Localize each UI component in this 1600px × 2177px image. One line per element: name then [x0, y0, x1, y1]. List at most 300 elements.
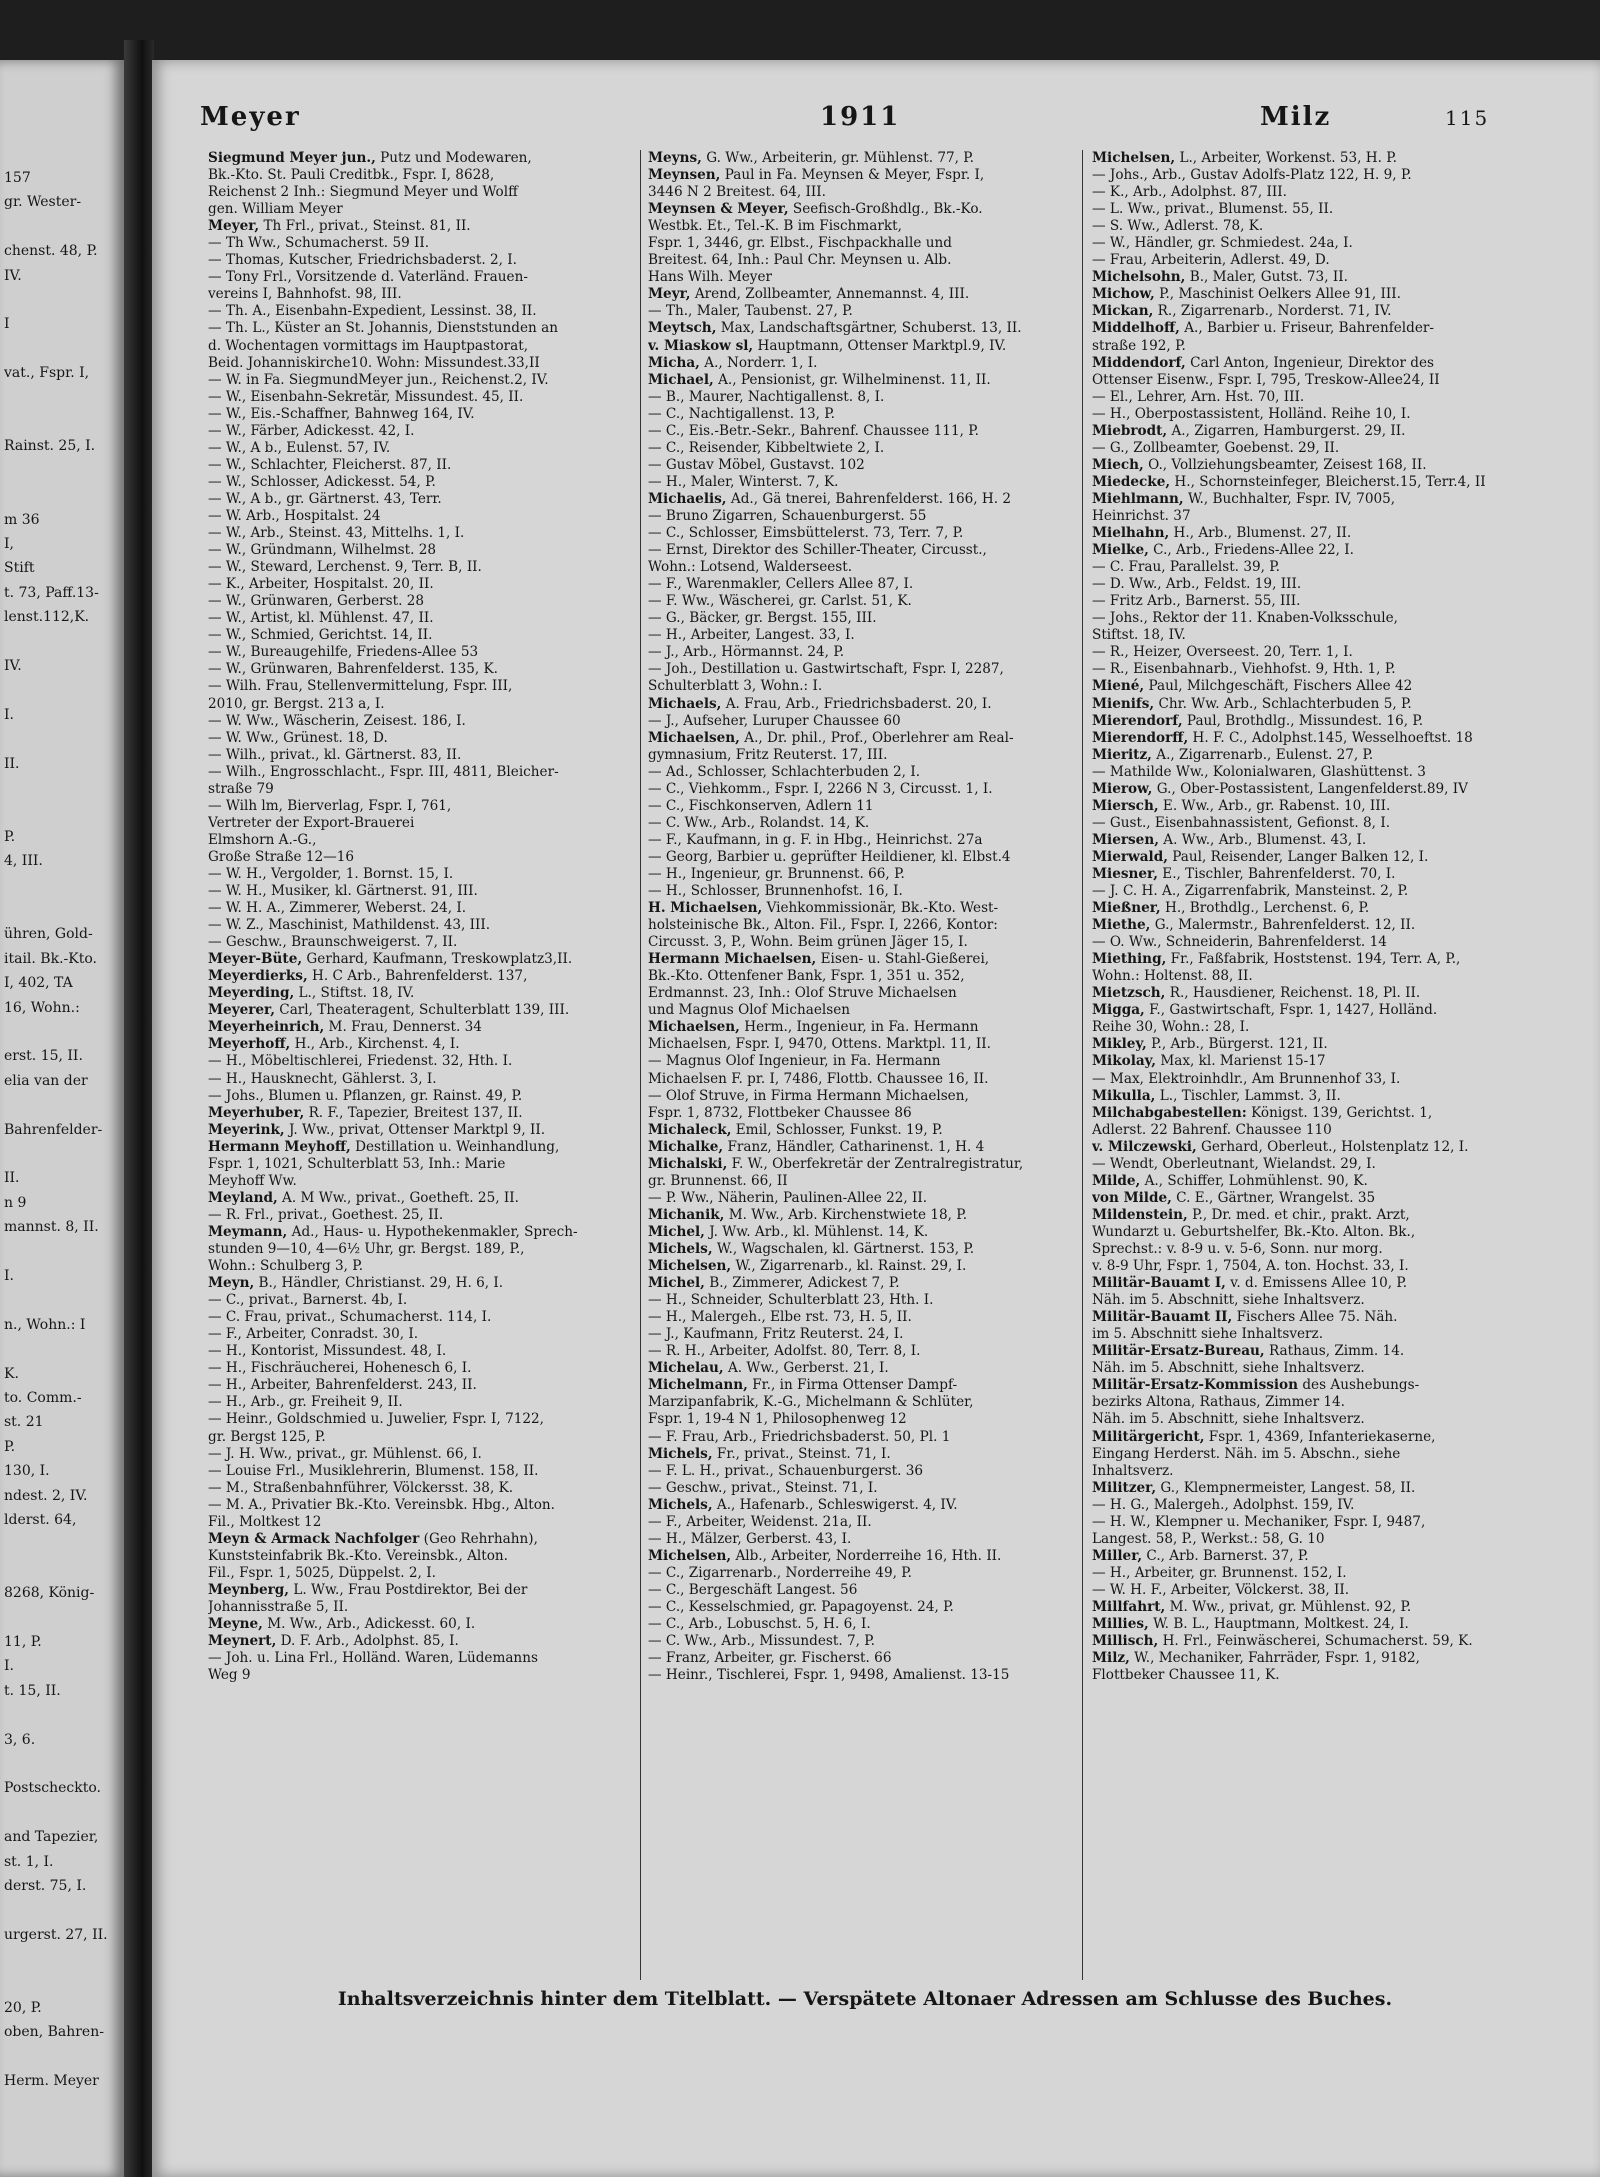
entry-text: Langest. 58, P., Werkst.: 58, G. 10 — [1092, 1530, 1325, 1547]
directory-entry — [648, 951, 1072, 968]
left-page-text-fragment: elia van der — [4, 1072, 88, 1089]
entry-name: Middelhoff, — [1092, 320, 1180, 337]
entry-text: — H., Kontorist, Missundest. 48, I. — [208, 1343, 447, 1360]
directory-entry — [208, 1309, 632, 1326]
left-page-text-fragment: P. — [4, 1438, 16, 1455]
directory-entry — [648, 1633, 1072, 1650]
entry-text: Paul, Brothdlg., Missundest. 16, P. — [1186, 712, 1424, 729]
entry-name: Miehlmann, — [1092, 490, 1184, 507]
entry-text: gen. William Meyer — [208, 201, 343, 218]
left-page-text-fragment: Stift — [4, 560, 35, 577]
header-left-keyword: Meyer — [200, 102, 301, 132]
directory-entry — [1092, 730, 1516, 747]
entry-text: W., Wagschalen, kl. Gärtnerst. 153, P. — [716, 1241, 975, 1257]
directory-entry — [648, 1446, 1072, 1463]
entry-text: — H., Malergeh., Elbe rst. 73, H. 5, II. — [648, 1309, 912, 1326]
entry-text: Breitest. 64, Inh.: Paul Chr. Meynsen u. Alb. — [648, 252, 952, 269]
left-page-text-fragment: IV. — [4, 658, 22, 674]
entry-name: Miller, — [1092, 1547, 1143, 1564]
entry-name: Micha, — [648, 354, 700, 371]
directory-entry — [1092, 1139, 1516, 1156]
entry-name: Meyerer, — [208, 1002, 275, 1019]
entry-text: — Ernst, Direktor des Schiller-Theater, Circusst., — [648, 542, 987, 559]
entry-text: Adlerst. 22 Bahrenf. Chaussee 110 — [1092, 1121, 1332, 1138]
directory-entry — [1092, 1514, 1516, 1531]
entry-text: Näh. im 5. Abschnitt, siehe Inhaltsverz. — [1092, 1360, 1365, 1377]
directory-entry — [208, 406, 632, 423]
entry-text: Paul, Milchgeschäft, Fischers Allee 42 — [1148, 678, 1413, 695]
entry-text: — M., Straßenbahnführer, Völckersst. 38, K. — [208, 1479, 514, 1496]
left-page-text-fragment: IV. — [4, 267, 22, 284]
entry-text: H., Arb., Kirchenst. 4, I. — [294, 1036, 460, 1053]
directory-entry — [1092, 1565, 1516, 1582]
entry-text: bezirks Altona, Rathaus, Zimmer 14. — [1092, 1394, 1346, 1411]
entry-text: — F., Warenmakler, Cellers Allee 87, I. — [648, 576, 914, 593]
entry-text: Königst. 139, Gerichtst. 1, — [1251, 1104, 1433, 1121]
entry-text: — Franz, Arbeiter, gr. Fischerst. 66 — [648, 1650, 892, 1667]
entry-text: L., Stiftst. 18, IV. — [298, 985, 415, 1002]
entry-text: A. Ww., Gerberst. 21, I. — [727, 1360, 889, 1377]
directory-entry — [1092, 1463, 1516, 1480]
entry-text: R., Zigarrenarb., Norderst. 71, IV. — [1157, 303, 1392, 320]
directory-entry — [208, 1548, 632, 1565]
directory-entry — [648, 338, 1072, 355]
directory-entry — [1092, 644, 1516, 661]
entry-text: — G., Bäcker, gr. Bergst. 155, III. — [648, 610, 877, 627]
left-page-text-fragment: st. 1, I. — [4, 1853, 54, 1870]
entry-text: — C., Schlosser, Eimsbüttelerst. 73, Terr. 7, P. — [648, 525, 964, 542]
entry-text: L., Arbeiter, Workenst. 53, H. P. — [1179, 150, 1397, 166]
entry-text: — W. Ww., Wäscherin, Zeisest. 186, I. — [208, 712, 466, 729]
directory-entry — [208, 1599, 632, 1616]
directory-entry — [208, 1036, 632, 1053]
entry-name: Milchabgabestellen: — [1092, 1104, 1247, 1121]
entry-text: Chr. Ww. Arb., Schlachterbuden 5, P. — [1158, 695, 1412, 712]
directory-entry — [1092, 389, 1516, 406]
entry-text: — Wilh., privat., kl. Gärtnerst. 83, II. — [208, 746, 462, 763]
directory-entry — [1092, 798, 1516, 815]
directory-entry — [208, 218, 632, 235]
directory-entry — [1092, 1275, 1516, 1292]
entry-text: Heinrichst. 37 — [1092, 507, 1191, 524]
entry-name: Mienifs, — [1092, 695, 1155, 712]
entry-text: F., Gastwirtschaft, Fspr. 1, 1427, Holländ. — [1149, 1002, 1438, 1019]
directory-entry — [1092, 491, 1516, 508]
entry-name: Meyns, — [648, 150, 702, 166]
entry-text: — Wilh., Engrosschlacht., Fspr. III, 4811, Bleicher- — [208, 763, 559, 780]
entry-text: — Max, Elektroinhdlr., Am Brunnenhof 33, I. — [1092, 1070, 1401, 1087]
directory-entry — [208, 593, 632, 610]
directory-entry — [648, 832, 1072, 849]
entry-text: Fr., privat., Steinst. 71, I. — [716, 1445, 891, 1462]
directory-entry — [648, 1002, 1072, 1019]
entry-text: — C. Frau, Parallelst. 39, P. — [1092, 559, 1280, 576]
directory-entry — [208, 610, 632, 627]
entry-text: Wohn.: Lotsend, Walderseest. — [648, 559, 853, 576]
entry-text: — W., Färber, Adickesst. 42, I. — [208, 422, 415, 439]
directory-entry — [1092, 150, 1516, 167]
directory-entry — [1092, 1292, 1516, 1309]
entry-text: d. Wochentagen vormittags im Hauptpastorat, — [208, 337, 529, 354]
directory-entry — [648, 372, 1072, 389]
directory-entry — [1092, 355, 1516, 372]
directory-entry — [648, 1650, 1072, 1667]
entry-text: O., Vollziehungsbeamter, Zeisest 168, II. — [1148, 456, 1427, 473]
entry-text: G., Malermstr., Bahrenfelderst. 12, II. — [1154, 917, 1416, 934]
entry-text: — Joh. u. Lina Frl., Holländ. Waren, Lüdemanns — [208, 1650, 538, 1667]
directory-entry — [648, 627, 1072, 644]
directory-entry — [1092, 559, 1516, 576]
entry-name: Michels, — [648, 1445, 713, 1462]
directory-entry — [648, 218, 1072, 235]
entry-text: — W., Arb., Steinst. 43, Mittelhs. 1, I. — [208, 525, 465, 542]
directory-entry — [1092, 440, 1516, 457]
directory-entry — [1092, 593, 1516, 610]
directory-entry — [648, 678, 1072, 695]
directory-entry — [208, 525, 632, 542]
entry-text: Wohn.: Schulberg 3, P. — [208, 1258, 364, 1275]
directory-entry — [1092, 627, 1516, 644]
entry-name: Mierendorf, — [1092, 712, 1183, 729]
entry-text: H., Schornsteinfeger, Bleicherst.15, Terr.4, II — [1174, 473, 1486, 490]
directory-entry — [1092, 1582, 1516, 1599]
directory-entry — [208, 269, 632, 286]
entry-text: — C. Frau, privat., Schumacherst. 114, I. — [208, 1309, 492, 1326]
entry-name: Michalski, — [648, 1155, 728, 1172]
entry-text: L. Ww., Frau Postdirektor, Bei der — [293, 1581, 528, 1598]
entry-name: Michow, — [1092, 286, 1155, 303]
entry-name: Mildenstein, — [1092, 1206, 1188, 1223]
directory-entry — [208, 1667, 632, 1684]
directory-entry — [648, 1565, 1072, 1582]
entry-text: Schulterblatt 3, Wohn.: I. — [648, 678, 823, 695]
directory-entry — [1092, 1071, 1516, 1088]
directory-entry — [208, 866, 632, 883]
entry-text: — Johs., Blumen u. Pflanzen, gr. Rainst. 49, P. — [208, 1087, 523, 1104]
entry-text: — H., Oberpostassistent, Holländ. Reihe 10, I. — [1092, 405, 1411, 422]
directory-entry — [648, 781, 1072, 798]
directory-entry — [1092, 1548, 1516, 1565]
entry-text: H., Arb., Blumenst. 27, II. — [1173, 525, 1352, 542]
entry-text: Vertreter der Export-Brauerei — [208, 814, 415, 831]
entry-name: Meynberg, — [208, 1581, 290, 1598]
entry-name: Miersch, — [1092, 797, 1159, 814]
left-page-text-fragment: 4, III. — [4, 853, 43, 870]
entry-name: von Milde, — [1092, 1189, 1172, 1206]
entry-name: Michel, — [648, 1223, 705, 1240]
directory-entry — [208, 201, 632, 218]
entry-name: Michaelsen, — [648, 729, 740, 746]
entry-text: im 5. Abschnitt siehe Inhaltsverz. — [1092, 1326, 1324, 1343]
entry-text: — M. A., Privatier Bk.-Kto. Vereinsbk. Hbg., Alton. — [208, 1496, 555, 1513]
entry-name: Meynert, — [208, 1633, 277, 1650]
entry-text: — W. H. F., Arbeiter, Völckerst. 38, II. — [1092, 1581, 1350, 1598]
directory-entry — [648, 1582, 1072, 1599]
entry-text: A. Frau, Arb., Friedrichsbaderst. 20, I. — [725, 695, 992, 712]
left-page-text-fragment: derst. 75, I. — [4, 1878, 87, 1894]
left-page-text-fragment: I, 402, TA — [4, 975, 73, 992]
entry-name: Meymann, — [208, 1223, 288, 1240]
entry-text: und Magnus Olof Michaelsen — [648, 1002, 851, 1019]
entry-name: Michelsen, — [648, 1258, 732, 1275]
entry-name: Mikley, — [1092, 1036, 1147, 1053]
entry-text: — Frau, Arbeiterin, Adlerst. 49, D. — [1092, 252, 1330, 269]
entry-text: — J., Aufseher, Luruper Chaussee 60 — [648, 712, 901, 729]
entry-text: J. Ww. Arb., kl. Mühlenst. 14, K. — [709, 1223, 929, 1240]
directory-entry — [208, 900, 632, 917]
entry-text: (Geo Rehrhahn), — [423, 1530, 538, 1547]
entry-name: Michaels, — [648, 695, 722, 712]
entry-name: Michanik, — [648, 1206, 725, 1223]
entry-text: Fil., Moltkest 12 — [208, 1513, 322, 1530]
entry-text: — W., Grünwaren, Gerberst. 28 — [208, 593, 425, 610]
entry-name: Meyn & Armack Nachfolger — [208, 1530, 420, 1547]
entry-text: — C. Ww., Arb., Rolandst. 14, K. — [648, 814, 870, 831]
directory-entry — [208, 320, 632, 337]
entry-text: A. Ww., Arb., Blumenst. 43, I. — [1163, 831, 1367, 848]
left-page-text-fragment: itail. Bk.-Kto. — [4, 950, 97, 967]
entry-text: Max, kl. Marienst 15-17 — [1160, 1053, 1326, 1070]
directory-entry — [648, 1036, 1072, 1053]
directory-entry — [208, 917, 632, 934]
entry-name: Meyne, — [208, 1616, 263, 1633]
entry-text: — C., Fischkonserven, Adlern 11 — [648, 797, 874, 814]
entry-text: W., Mechaniker, Fahrräder, Fspr. 1, 9182, — [1134, 1650, 1421, 1667]
directory-entry — [648, 747, 1072, 764]
entry-text: — W., Eis.-Schaffner, Bahnweg 164, IV. — [208, 405, 475, 422]
directory-entry — [208, 457, 632, 474]
directory-entry — [648, 849, 1072, 866]
directory-entry — [1092, 985, 1516, 1002]
directory-entry — [648, 269, 1072, 286]
entry-text: — W. in Fa. SiegmundMeyer jun., Reichenst.2, IV. — [208, 371, 549, 388]
directory-entry — [1092, 781, 1516, 798]
entry-text: M. Frau, Dennerst. 34 — [328, 1019, 482, 1036]
entry-name: Militär-Bauamt I, — [1092, 1275, 1226, 1292]
entry-name: Miesner, — [1092, 865, 1158, 882]
entry-text: Näh. im 5. Abschnitt, siehe Inhaltsverz. — [1092, 1411, 1365, 1428]
directory-entry — [1092, 1156, 1516, 1173]
entry-text: P., Maschinist Oelkers Allee 91, III. — [1159, 286, 1401, 303]
left-page-text-fragment: st. 21 — [4, 1414, 44, 1431]
entry-text: — W., Händler, gr. Schmiedest. 24a, I. — [1092, 235, 1353, 252]
entry-name: Mierow, — [1092, 780, 1153, 797]
directory-entry — [208, 1446, 632, 1463]
directory-entry — [648, 798, 1072, 815]
left-page-text-fragment: Postscheckto. — [4, 1780, 102, 1797]
entry-name: Mikulla, — [1092, 1087, 1156, 1104]
entry-text: — C., Arb., Lobuschst. 5, H. 6, I. — [648, 1616, 871, 1633]
entry-name: Mikolay, — [1092, 1053, 1156, 1070]
directory-entry — [1092, 1105, 1516, 1122]
entry-text: — Heinr., Goldschmied u. Juwelier, Fspr. I, 7122, — [208, 1411, 544, 1428]
directory-entry — [208, 764, 632, 781]
entry-name: Mießner, — [1092, 900, 1161, 917]
directory-entry — [208, 1343, 632, 1360]
directory-entry — [648, 1122, 1072, 1139]
entry-text: — Fritz Arb., Barnerst. 55, III. — [1092, 593, 1301, 610]
entry-text: Paul in Fa. Meynsen & Meyer, Fspr. I, — [724, 167, 985, 184]
left-page-text-fragment: to. Comm.- — [4, 1390, 82, 1406]
directory-entry — [648, 167, 1072, 184]
directory-entry — [648, 252, 1072, 269]
entry-name: Miething, — [1092, 951, 1167, 968]
directory-entry — [208, 1258, 632, 1275]
directory-entry — [1092, 1411, 1516, 1428]
directory-entry — [648, 474, 1072, 491]
entry-text: — Thomas, Kutscher, Friedrichsbaderst. 2, I. — [208, 252, 517, 269]
directory-entry — [648, 508, 1072, 525]
left-page-text-fragment: n 9 — [4, 1194, 27, 1211]
left-page-text-fragment: I. — [4, 1268, 14, 1284]
entry-text: H. F. C., Adolphst.145, Wesselhoeftst. 18 — [1192, 729, 1473, 746]
directory-entry — [1092, 951, 1516, 968]
entry-text: Große Straße 12—16 — [208, 848, 355, 865]
directory-entry — [648, 1360, 1072, 1377]
entry-name: Millies, — [1092, 1616, 1149, 1633]
entry-name: Mielke, — [1092, 542, 1149, 559]
entry-text: — H., Mälzer, Gerberst. 43, I. — [648, 1530, 852, 1547]
left-page-text-fragment: 8268, König- — [4, 1585, 95, 1602]
entry-text: — S. Ww., Adlerst. 78, K. — [1092, 218, 1264, 235]
entry-name: Michels, — [648, 1496, 713, 1513]
entry-text: straße 79 — [208, 780, 274, 797]
directory-entry — [1092, 747, 1516, 764]
entry-text: Erdmannst. 23, Inh.: Olof Struve Michaelsen — [648, 985, 957, 1002]
directory-entry — [1092, 968, 1516, 985]
entry-text: H., Brothdlg., Lerchenst. 6, P. — [1164, 900, 1370, 917]
entry-text: — W., A b., gr. Gärtnerst. 43, Terr. — [208, 490, 442, 507]
directory-entry — [208, 1275, 632, 1292]
directory-entry — [208, 1565, 632, 1582]
directory-entry — [1092, 1224, 1516, 1241]
entry-text: — W. Ww., Grünest. 18, D. — [208, 729, 388, 746]
entry-text: L., Tischler, Lammst. 3, II. — [1159, 1087, 1341, 1104]
entry-name: Miedecke, — [1092, 473, 1171, 490]
entry-text: — F. Ww., Wäscherei, gr. Carlst. 51, K. — [648, 593, 912, 610]
directory-entry — [648, 1053, 1072, 1070]
entry-text: — W. H., Musiker, kl. Gärtnerst. 91, III. — [208, 883, 478, 900]
entry-text: — J. H. Ww., privat., gr. Mühlenst. 66, I. — [208, 1445, 482, 1462]
entry-text: — Mathilde Ww., Kolonialwaren, Glashüttenst. 3 — [1092, 763, 1426, 780]
directory-entry — [648, 968, 1072, 985]
entry-text: Beid. Johanniskirche10. Wohn: Missundest.33,II — [208, 354, 540, 371]
entry-text: — H. W., Klempner u. Mechaniker, Fspr. I, 9487, — [1092, 1513, 1426, 1530]
entry-text: — H., Arbeiter, Bahrenfelderst. 243, II. — [208, 1377, 477, 1394]
directory-entry — [648, 1292, 1072, 1309]
entry-text: Eisen- u. Stahl-Gießerei, — [820, 951, 990, 968]
directory-entry — [1092, 917, 1516, 934]
directory-entry — [1092, 303, 1516, 320]
directory-entry — [208, 1411, 632, 1428]
directory-entry — [1092, 610, 1516, 627]
directory-entry — [208, 644, 632, 661]
entry-text: Näh. im 5. Abschnitt, siehe Inhaltsverz. — [1092, 1292, 1365, 1309]
directory-entry — [208, 985, 632, 1002]
entry-text: — D. Ww., Arb., Feldst. 19, III. — [1092, 576, 1302, 593]
entry-text: Fspr. 1, 3446, gr. Elbst., Fischpackhalle und — [648, 235, 952, 252]
directory-entry — [208, 1429, 632, 1446]
directory-entry — [648, 1241, 1072, 1258]
directory-entry — [208, 372, 632, 389]
entry-text: — Th. L., Küster an St. Johannis, Dienststunden an — [208, 320, 558, 337]
entry-text: — W., Schmied, Gerichtst. 14, II. — [208, 627, 433, 644]
entry-text: W., Buchhalter, Fspr. IV, 7005, — [1187, 490, 1396, 507]
entry-text: M. Ww., privat, gr. Mühlenst. 92, P. — [1169, 1598, 1412, 1615]
directory-entry — [208, 1139, 632, 1156]
entry-name: Meyerhoff, — [208, 1036, 291, 1053]
entry-name: Militärgericht, — [1092, 1428, 1205, 1445]
entry-text: — H., Ingenieur, gr. Brunnenst. 66, P. — [648, 865, 905, 882]
directory-entry — [648, 1173, 1072, 1190]
entry-text: — W., Eisenbahn-Sekretär, Missundest. 45, II. — [208, 388, 524, 405]
directory-entry — [208, 423, 632, 440]
page-footer-note: Inhaltsverzeichnis hinter dem Titelblatt. — Verspätete Altonaer Adressen am Schlusse des Buches. — [337, 1988, 1393, 2010]
entry-text: v. d. Emissens Allee 10, P. — [1230, 1275, 1408, 1292]
entry-text: Wundarzt u. Geburtshelfer, Bk.-Kto. Alton. Bk., — [1092, 1223, 1416, 1240]
left-page-text-fragment: K. — [4, 1365, 19, 1382]
entry-name: Meyland, — [208, 1189, 278, 1206]
entry-text: — R., Heizer, Overseest. 20, Terr. 1, I. — [1092, 644, 1353, 661]
left-page-text-fragment: 3, 6. — [4, 1731, 36, 1748]
left-page-text-fragment: 11, P. — [4, 1634, 42, 1650]
entry-text: 3446 N 2 Breitest. 64, III. — [648, 184, 826, 201]
entry-text: — C., Kesselschmied, gr. Papagoyenst. 24, P. — [648, 1598, 954, 1615]
directory-entry — [1092, 1599, 1516, 1616]
directory-entry — [1092, 764, 1516, 781]
left-page-text-fragment: gr. Wester- — [4, 194, 82, 211]
directory-entry — [648, 201, 1072, 218]
left-page-text-fragment: and Tapezier, — [4, 1829, 99, 1846]
directory-entry — [1092, 1173, 1516, 1190]
entry-text: — H., Möbeltischlerei, Friedenst. 32, Hth. I. — [208, 1053, 513, 1070]
left-page-text-fragment: 130, I. — [4, 1463, 50, 1480]
directory-entry — [208, 1463, 632, 1480]
directory-entry — [648, 1531, 1072, 1548]
directory-entry — [648, 320, 1072, 337]
entry-text: — C., Reisender, Kibbeltwiete 2, I. — [648, 439, 885, 456]
entry-text: — L. Ww., privat., Blumenst. 55, II. — [1092, 201, 1334, 218]
directory-entry — [648, 730, 1072, 747]
directory-entry — [648, 696, 1072, 713]
entry-text: Viehkommissionär, Bk.-Kto. West- — [766, 900, 999, 917]
directory-entry — [208, 338, 632, 355]
directory-entry — [648, 644, 1072, 661]
entry-text: Rathaus, Zimm. 14. — [1269, 1343, 1405, 1360]
entry-text: — W., Bureaugehilfe, Friedens-Allee 53 — [208, 644, 479, 661]
entry-text: Weg 9 — [208, 1667, 251, 1684]
entry-text: Kunststeinfabrik Bk.-Kto. Vereinsbk., Alton. — [208, 1547, 509, 1564]
entry-text: Max, Landschaftsgärtner, Schuberst. 13, II. — [720, 320, 1022, 337]
entry-text: B., Maler, Gutst. 73, II. — [1189, 269, 1348, 286]
entry-text: — Georg, Barbier u. geprüfter Heildiener, kl. Elbst.4 — [648, 848, 1011, 865]
left-page-text-fragment: m 36 — [4, 511, 40, 528]
directory-entry — [648, 900, 1072, 917]
entry-text: Bk.-Kto. St. Pauli Creditbk., Fspr. I, 8628, — [208, 167, 495, 184]
entry-text: M. Ww., Arb., Adickesst. 60, I. — [267, 1616, 476, 1633]
entry-text: Flottbeker Chaussee 11, K. — [1092, 1667, 1280, 1684]
directory-entry — [208, 781, 632, 798]
entry-text: H. Frl., Feinwäscherei, Schumacherst. 59, K. — [1162, 1633, 1473, 1650]
directory-entry — [1092, 1207, 1516, 1224]
entry-text: A., Pensionist, gr. Wilhelminenst. 11, II. — [718, 371, 991, 388]
directory-entry — [648, 661, 1072, 678]
entry-text: P., Arb., Bürgerst. 121, II. — [1151, 1036, 1328, 1053]
entry-text: — O. Ww., Schneiderin, Bahrenfelderst. 14 — [1092, 934, 1387, 951]
entry-text: — Johs., Arb., Gustav Adolfs-Platz 122, H. 9, P. — [1092, 167, 1412, 184]
directory-entry — [1092, 1036, 1516, 1053]
entry-text: — Joh., Destillation u. Gastwirtschaft, Fspr. I, 2287, — [648, 661, 1004, 678]
